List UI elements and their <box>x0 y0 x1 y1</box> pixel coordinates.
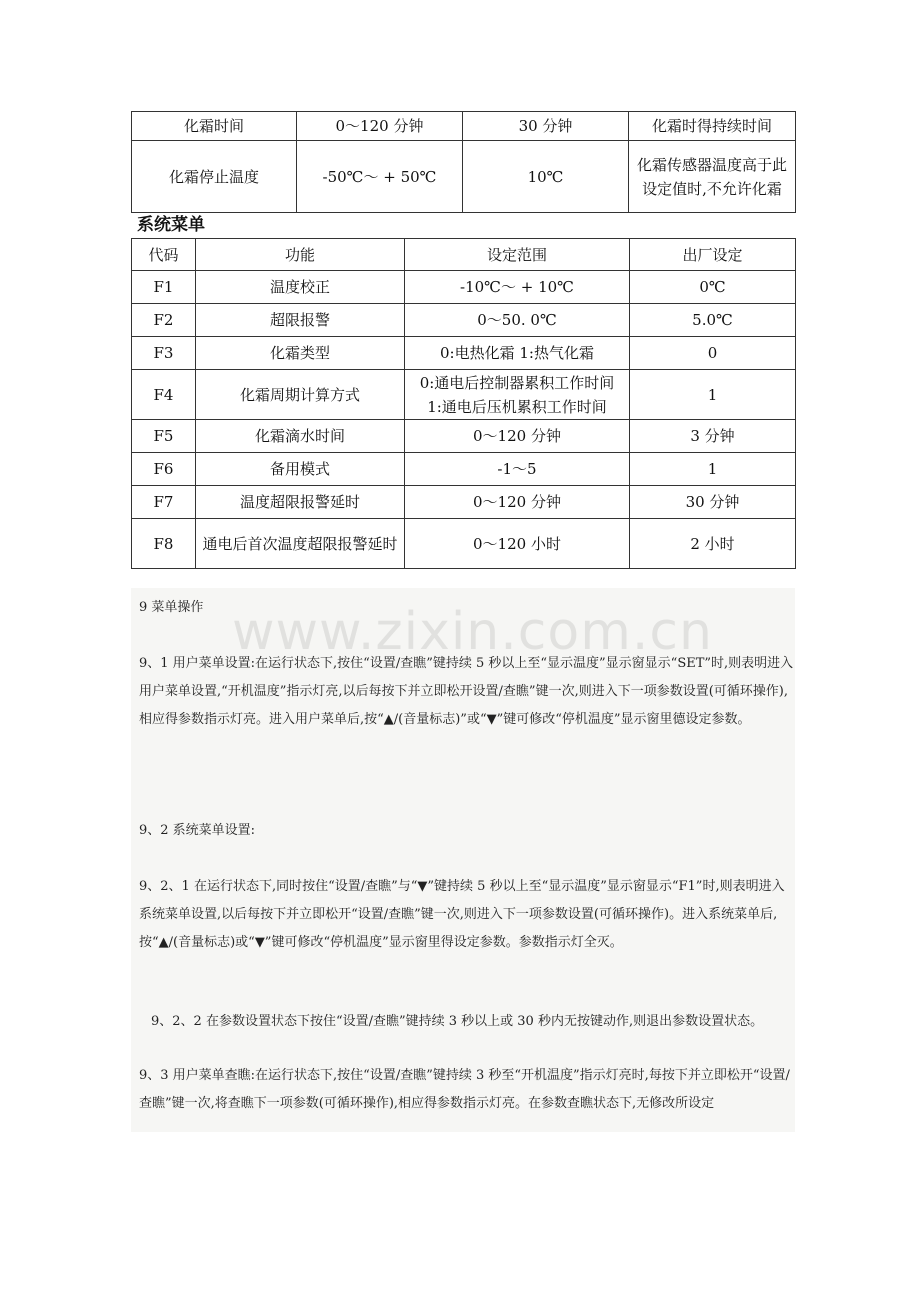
table-row <box>132 304 796 337</box>
table-header-row <box>132 239 796 271</box>
table-cell: 30 分钟 <box>630 486 796 519</box>
table-cell: 1 <box>630 453 796 486</box>
table-cell: 化霜时得持续时间 <box>629 112 796 141</box>
table-header: 代码 <box>132 239 196 271</box>
table-row <box>132 337 796 370</box>
table-cell: 0～120 分钟 <box>405 420 630 453</box>
table-cell: 0～120 分钟 <box>297 112 463 141</box>
table-row <box>132 486 796 519</box>
table-cell: -1～5 <box>405 453 630 486</box>
table-cell: F1 <box>132 271 196 304</box>
table-cell: 10℃ <box>463 141 629 213</box>
table-cell: 化霜传感器温度高于此设定值时,不允许化霜 <box>629 141 796 213</box>
table-cell: 0:通电后控制器累积工作时间 1:通电后压机累积工作时间 <box>405 370 630 420</box>
table-cell: 化霜类型 <box>196 337 405 370</box>
table-row <box>132 420 796 453</box>
table-cell: F7 <box>132 486 196 519</box>
table-cell: F4 <box>132 370 196 420</box>
table-cell: 0 <box>630 337 796 370</box>
table-cell: F8 <box>132 519 196 569</box>
table-row <box>132 141 796 213</box>
table-cell: 5.0℃ <box>630 304 796 337</box>
table-cell: 温度校正 <box>196 271 405 304</box>
section-heading: 9 菜单操作 <box>139 600 204 615</box>
watermark: www.zixin.com.cn <box>232 602 713 662</box>
table-cell: 0～120 分钟 <box>405 486 630 519</box>
table-row <box>132 519 796 569</box>
table-cell: -50℃～ + 50℃ <box>297 141 463 213</box>
table-row <box>132 370 796 420</box>
table-cell: 0～120 小时 <box>405 519 630 569</box>
table-row <box>132 453 796 486</box>
section-title: 系统菜单 <box>137 215 205 235</box>
system-menu-table <box>131 238 796 569</box>
paragraph: 9、2、2 在参数设置状态下按住“设置/查瞧”键持续 3 秒以上或 30 秒内无按键动作,则退出参数设置状态。 <box>151 1014 764 1029</box>
table-cell: 温度超限报警延时 <box>196 486 405 519</box>
table-cell: -10℃～ + 10℃ <box>405 271 630 304</box>
table-cell: 2 小时 <box>630 519 796 569</box>
table-row <box>132 112 796 141</box>
table-cell: 0℃ <box>630 271 796 304</box>
table-cell: 0:电热化霜 1:热气化霜 <box>405 337 630 370</box>
paragraph: 9、2、1 在运行状态下,同时按住“设置/查瞧”与“▼”键持续 5 秒以上至“显示温度”显示窗显示“F1”时,则表明进入系统菜单设置,以后每按下并立即松开“设置/查瞧”键一次,则进入下一项参数设置(可循环操作)。进入系统菜单后,按“▲/(音量标志)或“▼”键可修改“停机温度”显示窗里得设定参数。参数指示灯全灭。 <box>139 879 785 950</box>
table-header: 出厂设定 <box>630 239 796 271</box>
table-header: 功能 <box>196 239 405 271</box>
table-cell: 通电后首次温度超限报警延时 <box>196 519 405 569</box>
table-row <box>132 271 796 304</box>
table-cell: F3 <box>132 337 196 370</box>
table-cell: 1 <box>630 370 796 420</box>
table-cell: 化霜周期计算方式 <box>196 370 405 420</box>
paragraph: 9、1 用户菜单设置:在运行状态下,按住“设置/查瞧”键持续 5 秒以上至“显示温度”显示窗显示“SET”时,则表明进入用户菜单设置,“开机温度”指示灯亮,以后每按下并立即松开设置/查瞧”键一次,则进入下一项参数设置(可循环操作),相应得参数指示灯亮。进入用户菜单后,按“▲/(音量标志)”或“▼”键可修改“停机温度”显示窗里德设定参数。 <box>139 656 794 727</box>
table-cell: 备用模式 <box>196 453 405 486</box>
table-cell: 化霜时间 <box>132 112 297 141</box>
table-cell: 化霜停止温度 <box>132 141 297 213</box>
table-cell: F2 <box>132 304 196 337</box>
table-cell: 0～50. 0℃ <box>405 304 630 337</box>
paragraph: 9、3 用户菜单查瞧:在运行状态下,按住“设置/查瞧”键持续 3 秒至“开机温度”指示灯亮时,每按下并立即松开“设置/查瞧”键一次,将查瞧下一项参数(可循环操作),相应得参数指示灯亮。在参数查瞧状态下,无修改所设定 <box>139 1068 790 1111</box>
table-cell: 30 分钟 <box>463 112 629 141</box>
paragraph: 9、2 系统菜单设置: <box>139 823 256 838</box>
defrost-param-table <box>131 111 796 213</box>
table-cell: 超限报警 <box>196 304 405 337</box>
table-header: 设定范围 <box>405 239 630 271</box>
table-cell: 化霜滴水时间 <box>196 420 405 453</box>
table-cell: F5 <box>132 420 196 453</box>
table-cell: F6 <box>132 453 196 486</box>
table-cell: 3 分钟 <box>630 420 796 453</box>
